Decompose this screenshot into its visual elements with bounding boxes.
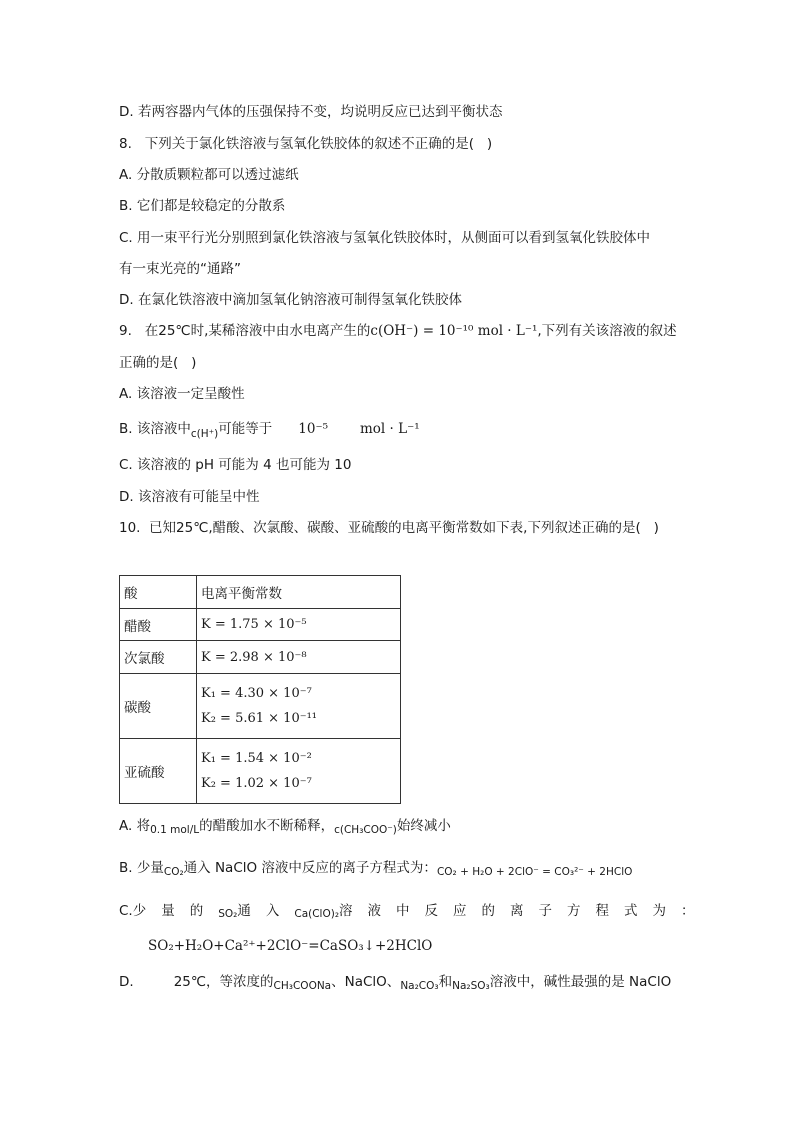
question-10-option-c-equation: SO₂+H₂O+Ca²⁺+2ClO⁻=CaSO₃↓+2HClO — [148, 938, 433, 954]
q9-formula: c(OH⁻) = 10⁻¹⁰ mol · L⁻¹ — [370, 323, 538, 339]
acid-name: 醋酸 — [120, 609, 197, 641]
question-10-option-a — [119, 817, 451, 836]
q10b-co2: CO₂ — [163, 866, 184, 878]
q9b-text-mid: 可能等于 — [218, 421, 273, 437]
acid-constant — [197, 739, 401, 804]
q10b-text-pre: B. 少量 — [119, 860, 164, 876]
acid-constant: K = 2.98 × 10⁻⁸ — [197, 641, 401, 674]
table-row — [120, 739, 401, 804]
q9b-value: 10⁻⁵ — [298, 421, 328, 437]
table-row — [120, 641, 401, 674]
question-9-option-b — [119, 420, 420, 439]
acid-name: 次氯酸 — [120, 641, 197, 674]
q10d-label: D. — [119, 974, 134, 990]
table-row — [120, 609, 401, 641]
question-7-option-d: D. 若两容器内气体的压强保持不变，均说明反应已达到平衡状态 — [119, 104, 503, 120]
question-10-option-b — [119, 859, 632, 878]
q10d-text-c: 和 — [438, 974, 453, 990]
q9-text-pre: 9. 在25℃时,某稀溶液中由水电离产生的 — [119, 323, 371, 339]
ionization-constant-table — [119, 575, 401, 804]
q10d-text-a: 25℃，等浓度的 — [173, 974, 274, 990]
q9b-unit: mol · L⁻¹ — [359, 421, 420, 437]
table-header-row — [120, 576, 401, 609]
question-9-stem-line1 — [119, 322, 677, 340]
q10c-text-c: 溶液中反应的离子方程式为： — [339, 903, 710, 919]
header-constant: 电离平衡常数 — [197, 576, 401, 609]
constant-k2: K₂ = 5.61 × 10⁻¹¹ — [201, 711, 318, 726]
q10a-text-pre: A. 将 — [119, 818, 151, 834]
question-9-option-a: A. 该溶液一定呈酸性 — [119, 386, 245, 402]
question-9-option-d: D. 该溶液有可能呈中性 — [119, 489, 260, 505]
acid-constant: K = 1.75 × 10⁻⁵ — [197, 609, 401, 641]
question-8-option-d: D. 在氯化铁溶液中滴加氢氧化钠溶液可制得氢氧化铁胶体 — [119, 292, 462, 308]
q10a-text-post: 始终减小 — [396, 818, 451, 834]
q10d-text-b: 、NaClO、 — [331, 974, 401, 990]
acid-name: 亚硫酸 — [120, 739, 197, 804]
q10c-so2: SO₂ — [218, 908, 238, 920]
question-8-stem: 8. 下列关于氯化铁溶液与氢氧化铁胶体的叙述不正确的是( ) — [119, 136, 493, 152]
question-9-option-c: C. 该溶液的 pH 可能为 4 也可能为 10 — [119, 457, 352, 473]
q10a-concentration: 0.1 mol/L — [150, 824, 200, 836]
question-10-stem: 10. 已知25℃,醋酸、次氯酸、碳酸、亚硫酸的电离平衡常数如下表,下列叙述正确的是( ) — [119, 520, 659, 536]
q10c-text-b: 通入 — [237, 903, 295, 919]
q10d-text-d: 溶液中，碱性最强的是 NaClO — [489, 974, 672, 990]
constant-k2: K₂ = 1.02 × 10⁻⁷ — [201, 776, 312, 791]
q10d-sodium-carbonate: Na₂CO₃ — [400, 980, 439, 992]
question-8-option-c-line2: 有一束光亮的“通路” — [119, 261, 241, 277]
acid-constant — [197, 674, 401, 739]
constant-k1: K₁ = 1.54 × 10⁻² — [201, 751, 312, 766]
q9-text-post: ,下列有关该溶液的叙述 — [537, 323, 677, 339]
q10a-text-mid: 的醋酸加水不断稀释， — [199, 818, 335, 834]
acid-name: 碳酸 — [120, 674, 197, 739]
question-9-stem-line2: 正确的是( ) — [119, 355, 197, 371]
question-8-option-c-line1: C. 用一束平行光分别照到氯化铁溶液与氢氧化铁胶体时，从侧面可以看到氢氧化铁胶体中 — [119, 230, 651, 246]
header-acid: 酸 — [120, 576, 197, 609]
question-8-option-b: B. 它们都是较稳定的分散系 — [119, 198, 286, 214]
q10c-text-a: 少量的 — [132, 903, 219, 919]
q10d-sodium-acetate: CH₃COONa — [273, 980, 332, 992]
question-10-option-d — [119, 973, 671, 992]
q10c-label: C. — [119, 903, 133, 919]
question-8-option-a: A. 分散质颗粒都可以透过滤纸 — [119, 167, 299, 183]
q9b-text-pre: B. 该溶液中 — [119, 421, 191, 437]
q10d-sodium-sulfite: Na₂SO₃ — [452, 980, 490, 992]
question-10-option-c-line1 — [119, 902, 710, 920]
constant-k1: K₁ = 4.30 × 10⁻⁷ — [201, 686, 312, 701]
q10c-calcium-hypochlorite: Ca(ClO)₂ — [294, 908, 340, 920]
q9b-hydrogen-conc: c(H⁺) — [190, 428, 219, 440]
table-row — [120, 674, 401, 739]
q10b-equation: CO₂ + H₂O + 2ClO⁻ = CO₃²⁻ + 2HClO — [436, 866, 633, 878]
q10b-text-mid: 通入 NaClO 溶液中反应的离子方程式为： — [183, 860, 437, 876]
q10a-acetate-conc: c(CH₃COO⁻) — [334, 824, 397, 836]
